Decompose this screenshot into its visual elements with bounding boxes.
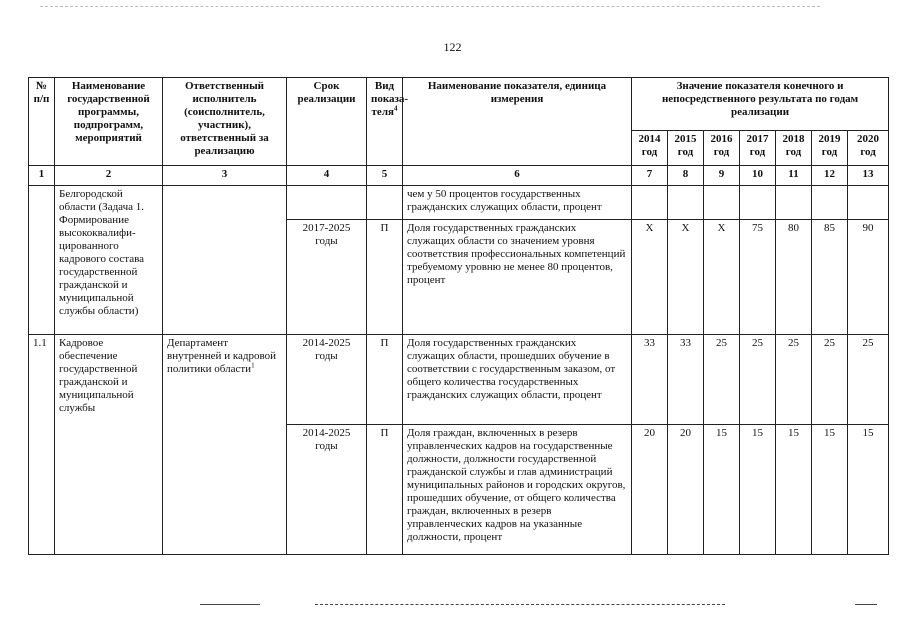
column-number: 8 — [668, 166, 704, 186]
row-num — [29, 186, 55, 335]
column-number: 2 — [55, 166, 163, 186]
scan-top-edge — [40, 6, 820, 7]
header-year: 2015 год — [668, 131, 704, 166]
executor-cell — [163, 186, 287, 335]
column-number: 7 — [632, 166, 668, 186]
column-number-row — [29, 166, 889, 186]
value-cell: 85 — [812, 220, 848, 335]
indicator-cell: Доля граждан, включенных в резерв управленческих кадров на государственные должности, должности государственной гражданской службы и глав администраций муниципальных районов и городских округов, прошедших обучение, от общего количества граждан, включенных в резерв управленческих кадров на указанные должности, процент — [403, 425, 632, 555]
period-cell: 2017-2025 годы — [287, 220, 367, 335]
value-cell: 15 — [740, 425, 776, 555]
column-number: 11 — [776, 166, 812, 186]
value-cell: 80 — [776, 220, 812, 335]
indicator-cell: Доля государственных гражданских служащих области, прошедших обучение в соответствии с государственным заказом, от общего количества государственных гражданских служащих области, процент — [403, 335, 632, 425]
header-program: Наименование государственной программы, подпрограмм, мероприятий — [55, 78, 163, 166]
value-cell: 20 — [668, 425, 704, 555]
type-cell — [367, 186, 403, 220]
column-number: 4 — [287, 166, 367, 186]
header-num: № п/п — [29, 78, 55, 166]
header-values-group: Значение показателя конечного и непосредственного результата по годам реализации — [632, 78, 889, 131]
value-cell — [740, 186, 776, 220]
column-number: 5 — [367, 166, 403, 186]
value-cell: Х — [668, 220, 704, 335]
value-cell: 25 — [776, 335, 812, 425]
indicator-cell: чем у 50 процентов государственных гражданских служащих области, процент — [403, 186, 632, 220]
column-number: 1 — [29, 166, 55, 186]
value-cell — [704, 186, 740, 220]
period-cell: 2014-2025 годы — [287, 425, 367, 555]
value-cell: 33 — [668, 335, 704, 425]
table-row — [29, 335, 889, 425]
value-cell: Х — [632, 220, 668, 335]
column-number: 6 — [403, 166, 632, 186]
scan-bottom-mark — [200, 604, 260, 605]
header-period: Срок реализации — [287, 78, 367, 166]
value-cell: 33 — [632, 335, 668, 425]
value-cell: 75 — [740, 220, 776, 335]
value-cell — [668, 186, 704, 220]
header-year: 2018 год — [776, 131, 812, 166]
indicators-table — [28, 77, 889, 555]
value-cell: 20 — [632, 425, 668, 555]
header-year: 2014 год — [632, 131, 668, 166]
value-cell: 25 — [740, 335, 776, 425]
period-cell: 2014-2025 годы — [287, 335, 367, 425]
header-year: 2016 год — [704, 131, 740, 166]
value-cell: 90 — [848, 220, 889, 335]
header-year: 2017 год — [740, 131, 776, 166]
value-cell — [812, 186, 848, 220]
column-number: 12 — [812, 166, 848, 186]
column-number: 13 — [848, 166, 889, 186]
value-cell: 15 — [704, 425, 740, 555]
header-indicator: Наименование показателя, единица измерения — [403, 78, 632, 166]
column-number: 10 — [740, 166, 776, 186]
table-row — [29, 186, 889, 220]
value-cell — [776, 186, 812, 220]
program-cell: Белгородской области (Задача 1. Формирование высококвалифи-цированного кадрового состава государственной гражданской и муниципальной службы области) — [55, 186, 163, 335]
type-cell: П — [367, 425, 403, 555]
header-year: 2020 год — [848, 131, 889, 166]
header-executor: Ответственный исполнитель (соисполнитель, участник), ответственный за реализацию — [163, 78, 287, 166]
value-cell: 25 — [812, 335, 848, 425]
value-cell: 15 — [848, 425, 889, 555]
value-cell: 25 — [704, 335, 740, 425]
type-cell: П — [367, 220, 403, 335]
column-number: 3 — [163, 166, 287, 186]
period-cell — [287, 186, 367, 220]
type-cell: П — [367, 335, 403, 425]
value-cell: 15 — [776, 425, 812, 555]
scan-bottom-mark — [855, 604, 877, 605]
page-number: 122 — [443, 40, 462, 54]
header-type: Вид показа-теля$^4$ — [367, 78, 403, 166]
header-year: 2019 год — [812, 131, 848, 166]
indicator-cell: Доля государственных гражданских служащих области со значением уровня соответствия профессиональных компетенций требуемому уровню не менее 80 процентов, процент — [403, 220, 632, 335]
row-num: 1.1 — [29, 335, 55, 555]
value-cell: 25 — [848, 335, 889, 425]
value-cell — [632, 186, 668, 220]
value-cell: 15 — [812, 425, 848, 555]
column-number: 9 — [704, 166, 740, 186]
value-cell: Х — [704, 220, 740, 335]
value-cell — [848, 186, 889, 220]
program-cell: Кадровое обеспечение государственной гражданской и муниципальной службы — [55, 335, 163, 555]
executor-cell: Департамент внутренней и кадровой политики области$^1$ — [163, 335, 287, 555]
scan-bottom-mark — [315, 604, 725, 605]
